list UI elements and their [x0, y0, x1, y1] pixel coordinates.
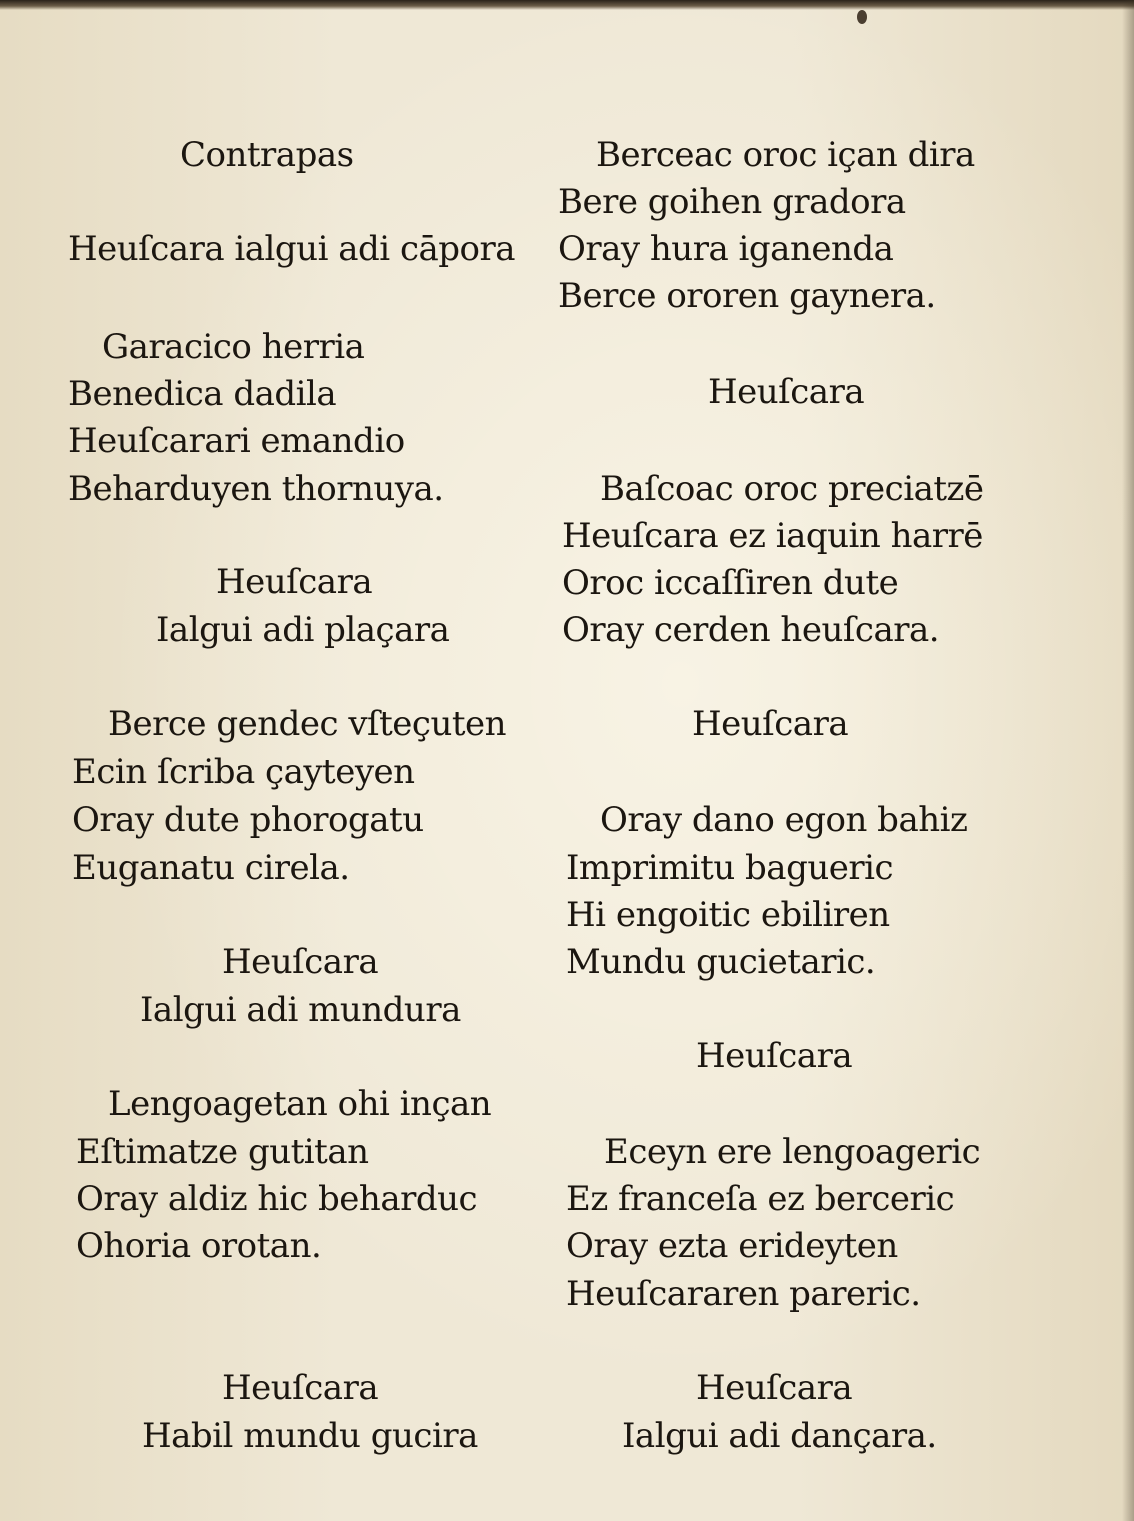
poem-title: Contrapas [180, 135, 354, 175]
stanza-heading: Heuſcara [696, 1036, 853, 1076]
verse-line: Berceac oroc içan dira [596, 135, 975, 175]
stanza-heading: Heuſcara [692, 704, 849, 744]
verse-line: Heuſcarari emandio [68, 421, 405, 461]
verse-line: Oroc iccaſſiren dute [562, 563, 899, 603]
stanza-heading: Heuſcara [222, 1368, 379, 1408]
verse-line: Ialgui adi plaçara [156, 610, 450, 650]
verse-line: Habil mundu gucira [142, 1416, 478, 1456]
verse-line: Eſtimatze gutitan [76, 1132, 369, 1172]
verse-line: Heuſcararen pareric. [566, 1274, 921, 1314]
stanza-heading: Heuſcara [222, 942, 379, 982]
stanza-heading: Heuſcara [708, 372, 865, 412]
verse-line: Ialgui adi dançara. [622, 1416, 937, 1456]
verse-line: Ohoria orotan. [76, 1226, 322, 1266]
verse-line: Oray aldiz hic beharduc [76, 1179, 478, 1219]
stanza-heading: Heuſcara [216, 562, 373, 602]
verse-line: Benedica dadila [68, 374, 337, 414]
verse-line: Oray ezta erideyten [566, 1226, 898, 1266]
verse-line: Ez franceſa ez berceric [566, 1179, 955, 1219]
verse-line: Heuſcara ez iaquin harrē [562, 516, 983, 556]
verse-line: Hi engoitic ebiliren [566, 895, 890, 935]
verse-line: Baſcoac oroc preciatzē [600, 469, 984, 509]
verse-line: Ecin ſcriba çayteyen [72, 752, 415, 792]
verse-line: Garacico herria [102, 327, 365, 367]
verse-line: Eceyn ere lengoageric [604, 1132, 981, 1172]
verse-line: Oray cerden heuſcara. [562, 610, 940, 650]
verse-line: Bere goihen gradora [558, 182, 906, 222]
verse-line: Mundu gucietaric. [566, 942, 876, 982]
verse-line: Euganatu cirela. [72, 848, 350, 888]
verse-line: Oray dano egon bahiz [600, 800, 968, 840]
verse-line: Berce ororen gaynera. [558, 276, 936, 316]
stanza-heading: Heuſcara [696, 1368, 853, 1408]
verse-line: Oray dute phorogatu [72, 800, 424, 840]
verse-line: Imprimitu bagueric [566, 848, 894, 888]
verse-line: Berce gendec vſteçuten [108, 704, 507, 744]
verse-line: Lengoagetan ohi inçan [108, 1084, 492, 1124]
verse-line: Oray hura iganenda [558, 229, 894, 269]
verse-line: Heuſcara ialgui adi cāpora [68, 229, 516, 269]
verse-line: Ialgui adi mundura [140, 990, 461, 1030]
verse-line: Beharduyen thornuya. [68, 469, 444, 509]
